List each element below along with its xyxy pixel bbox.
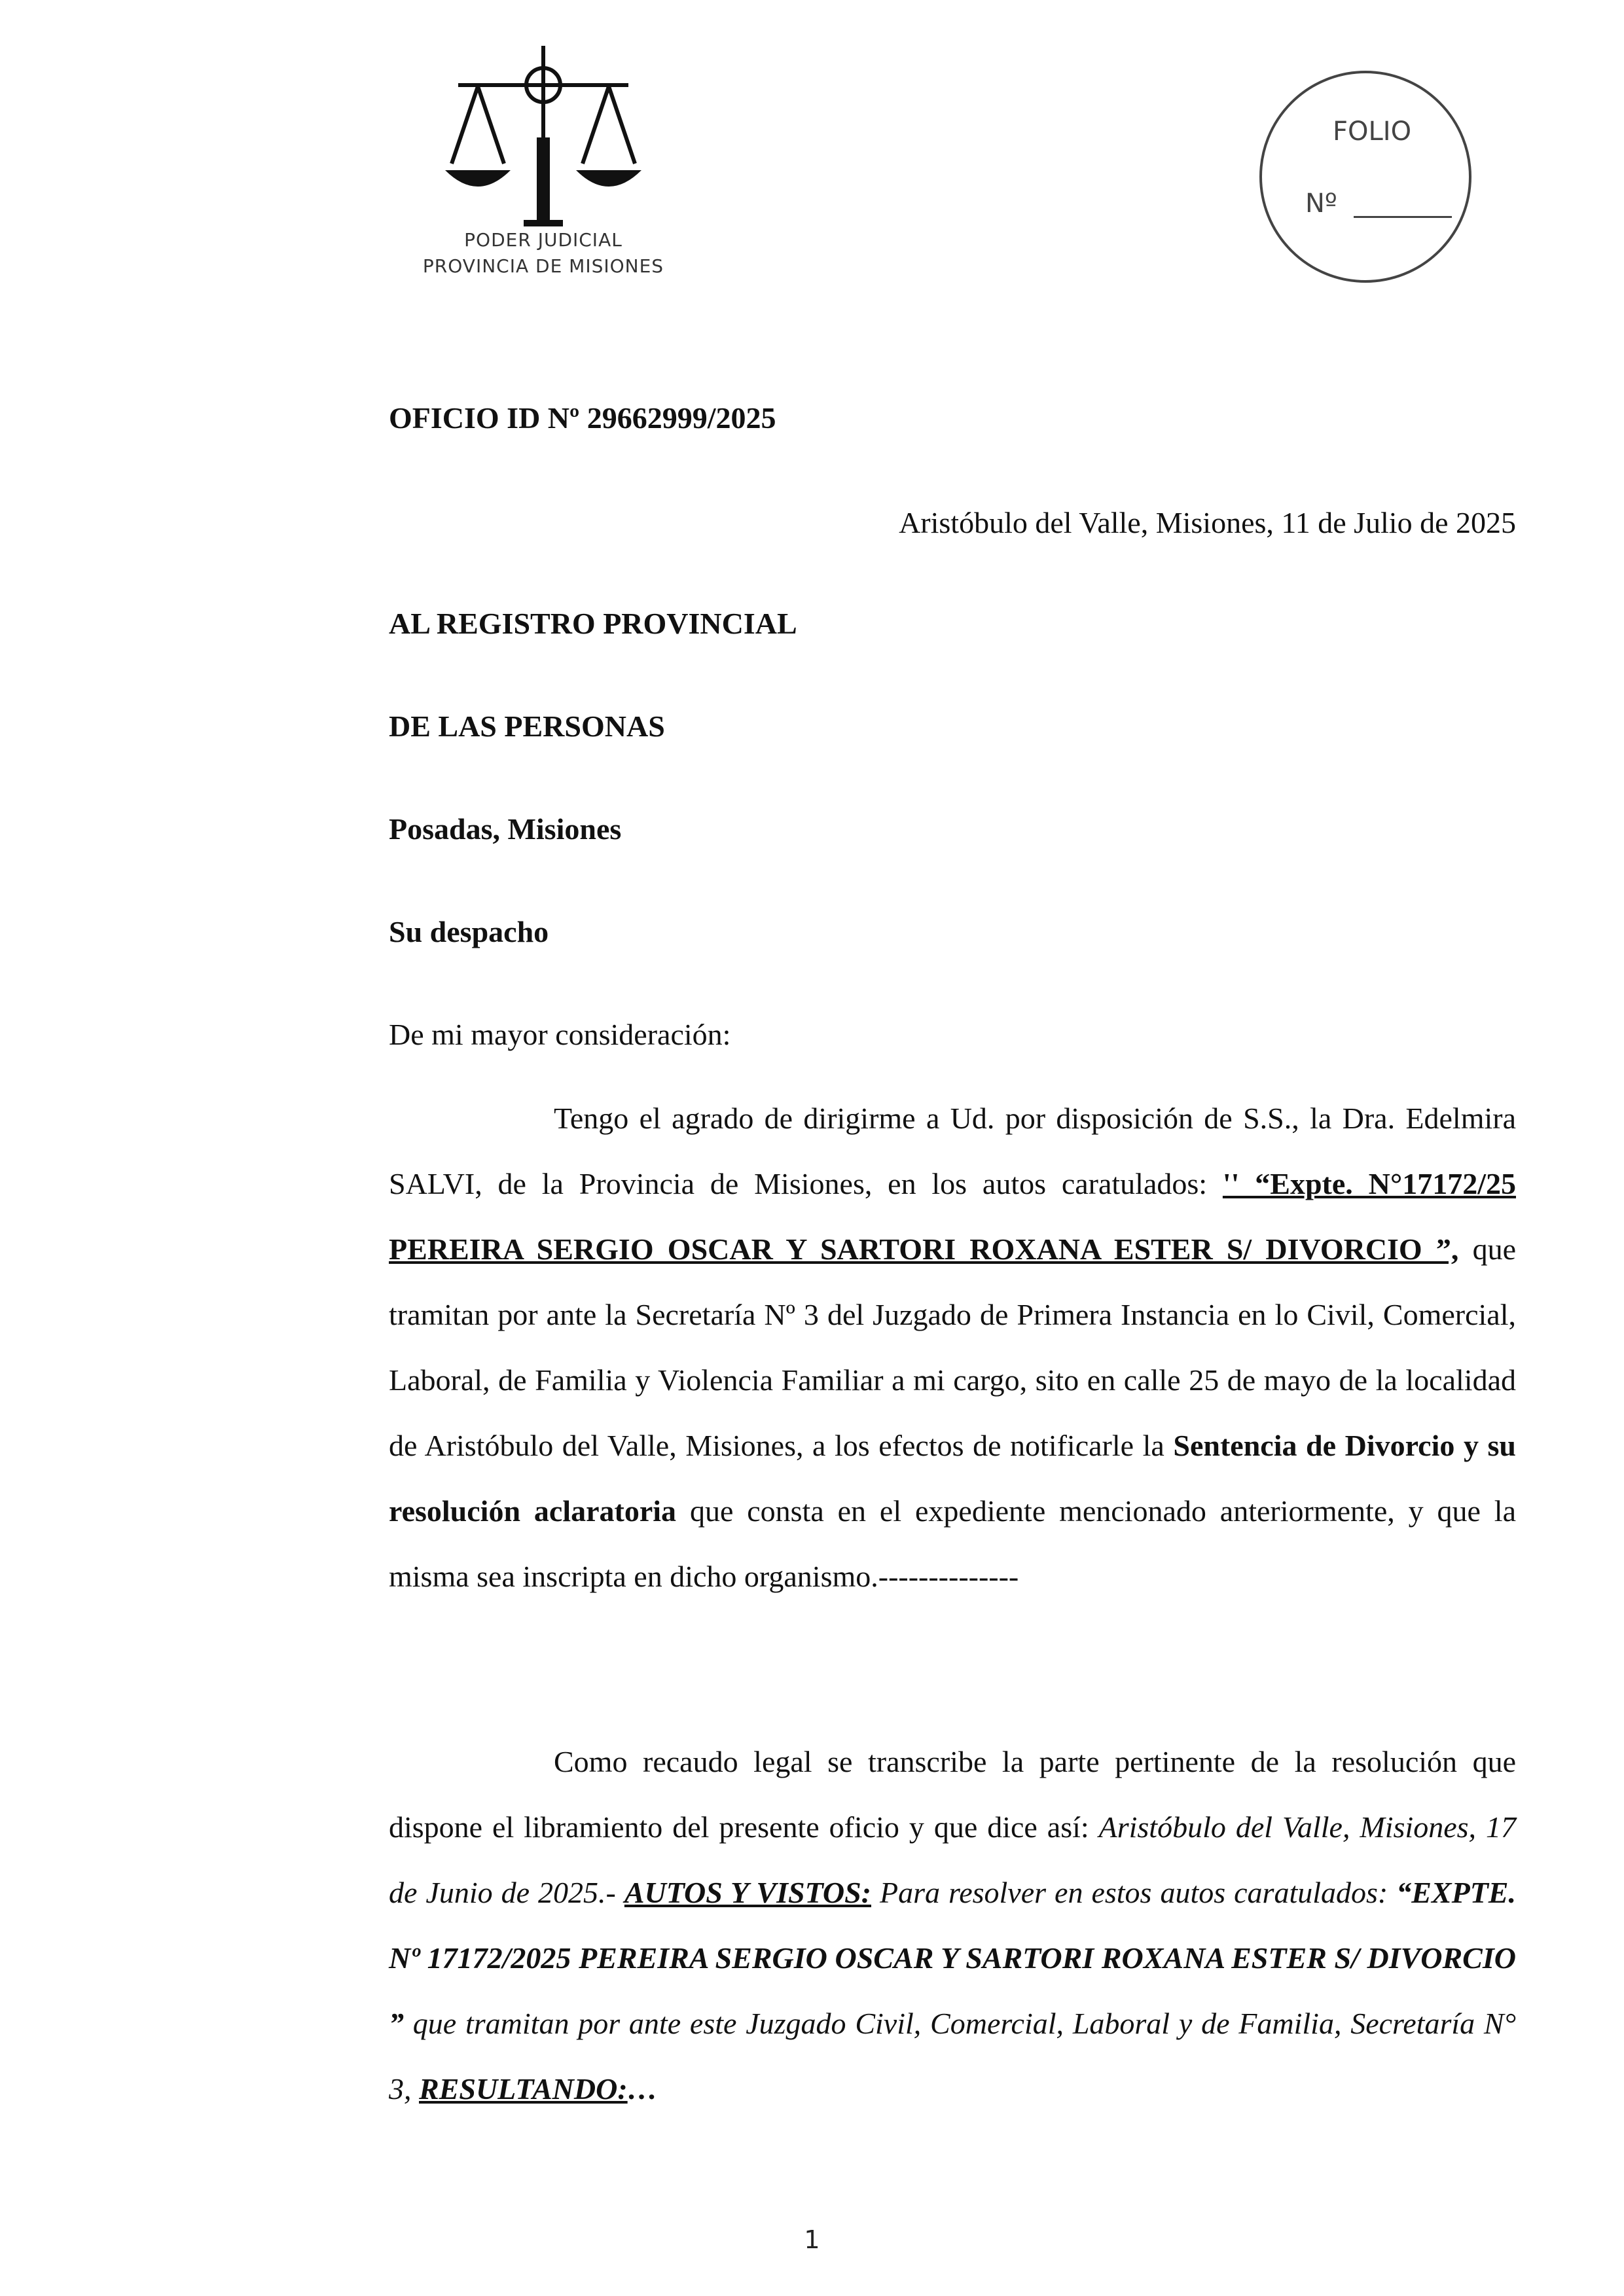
page-number: 1 <box>804 2225 820 2254</box>
p2-italic-date: Aristóbulo del Valle, Misiones, 17 de Junio de 2025.- <box>389 1810 1516 1909</box>
recipient-line-2: DE LAS PERSONAS <box>389 709 665 743</box>
p2-italic-2: Para resolver en estos autos caratulados: <box>871 1876 1397 1909</box>
paragraph-notification <box>389 1086 1516 1609</box>
folio-circle <box>1254 65 1477 288</box>
p2-italic-3: que tramitan por ante este Juzgado Civil, Comercial, Laboral y de Familia, Secretaría N° 3, <box>389 2007 1516 2106</box>
resultando: RESULTANDO: <box>419 2072 628 2106</box>
place-date: Aristóbulo del Valle, Misiones, 11 de Julio de 2025 <box>899 506 1516 539</box>
scales-of-justice-icon <box>432 39 655 242</box>
recipient-line-1: AL REGISTRO PROVINCIAL <box>389 607 797 640</box>
p1-text-2: que tramitan por ante la Secretaría Nº 3 del Juzgado de Primera Instancia en lo Civil, Comercial, Laboral, de Familia y Violencia Familiar a mi cargo, sito en calle 25 de mayo de la localidad de Aristóbulo del Valle, Misiones, a los efectos de notificarle la <box>389 1232 1517 1462</box>
emblem-line-2: PROVINCIA DE MISIONES <box>422 255 664 277</box>
folio-stamp <box>1254 65 1477 288</box>
sentencia-phrase: Sentencia de Divorcio y su resolución aclaratoria <box>389 1429 1516 1528</box>
recipient-closing: Su despacho <box>389 915 549 948</box>
folio-number-blank <box>1354 216 1452 218</box>
ellipsis: … <box>627 2072 658 2106</box>
folio-number-label: Nº <box>1305 188 1337 219</box>
case-title-1: '' “Expte. N°17172/25 PEREIRA SERGIO OSCAR Y SARTORI ROXANA ESTER S/ DIVORCIO ”, <box>389 1167 1516 1266</box>
paragraph-transcription <box>389 1729 1516 2122</box>
case-title-2: “EXPTE. Nº 17172/2025 PEREIRA SERGIO OSCAR Y SARTORI ROXANA ESTER S/ DIVORCIO ” <box>389 1876 1516 2040</box>
recipient-city: Posadas, Misiones <box>389 812 622 846</box>
folio-label: FOLIO <box>1333 117 1412 147</box>
oficio-id: OFICIO ID Nº 29662999/2025 <box>389 401 776 435</box>
emblem-line-1: PODER JUDICIAL <box>464 229 623 251</box>
poder-judicial-emblem <box>406 39 681 295</box>
p2-text-1: Como recaudo legal se transcribe la parte pertinente de la resolución que dispone el libramiento del presente oficio y que dice así: <box>389 1745 1516 1844</box>
autos-y-vistos: AUTOS Y VISTOS: <box>624 1876 871 1909</box>
p1-text-1: Tengo el agrado de dirigirme a Ud. por disposición de S.S., la Dra. Edelmira SALVI, de la Provincia de Misiones, en los autos caratulados: <box>389 1102 1516 1200</box>
p1-text-3: que consta en el expediente mencionado anteriormente, y que la misma sea inscripta en dicho organismo.-------------- <box>389 1494 1516 1593</box>
salutation: De mi mayor consideración: <box>389 1018 731 1051</box>
